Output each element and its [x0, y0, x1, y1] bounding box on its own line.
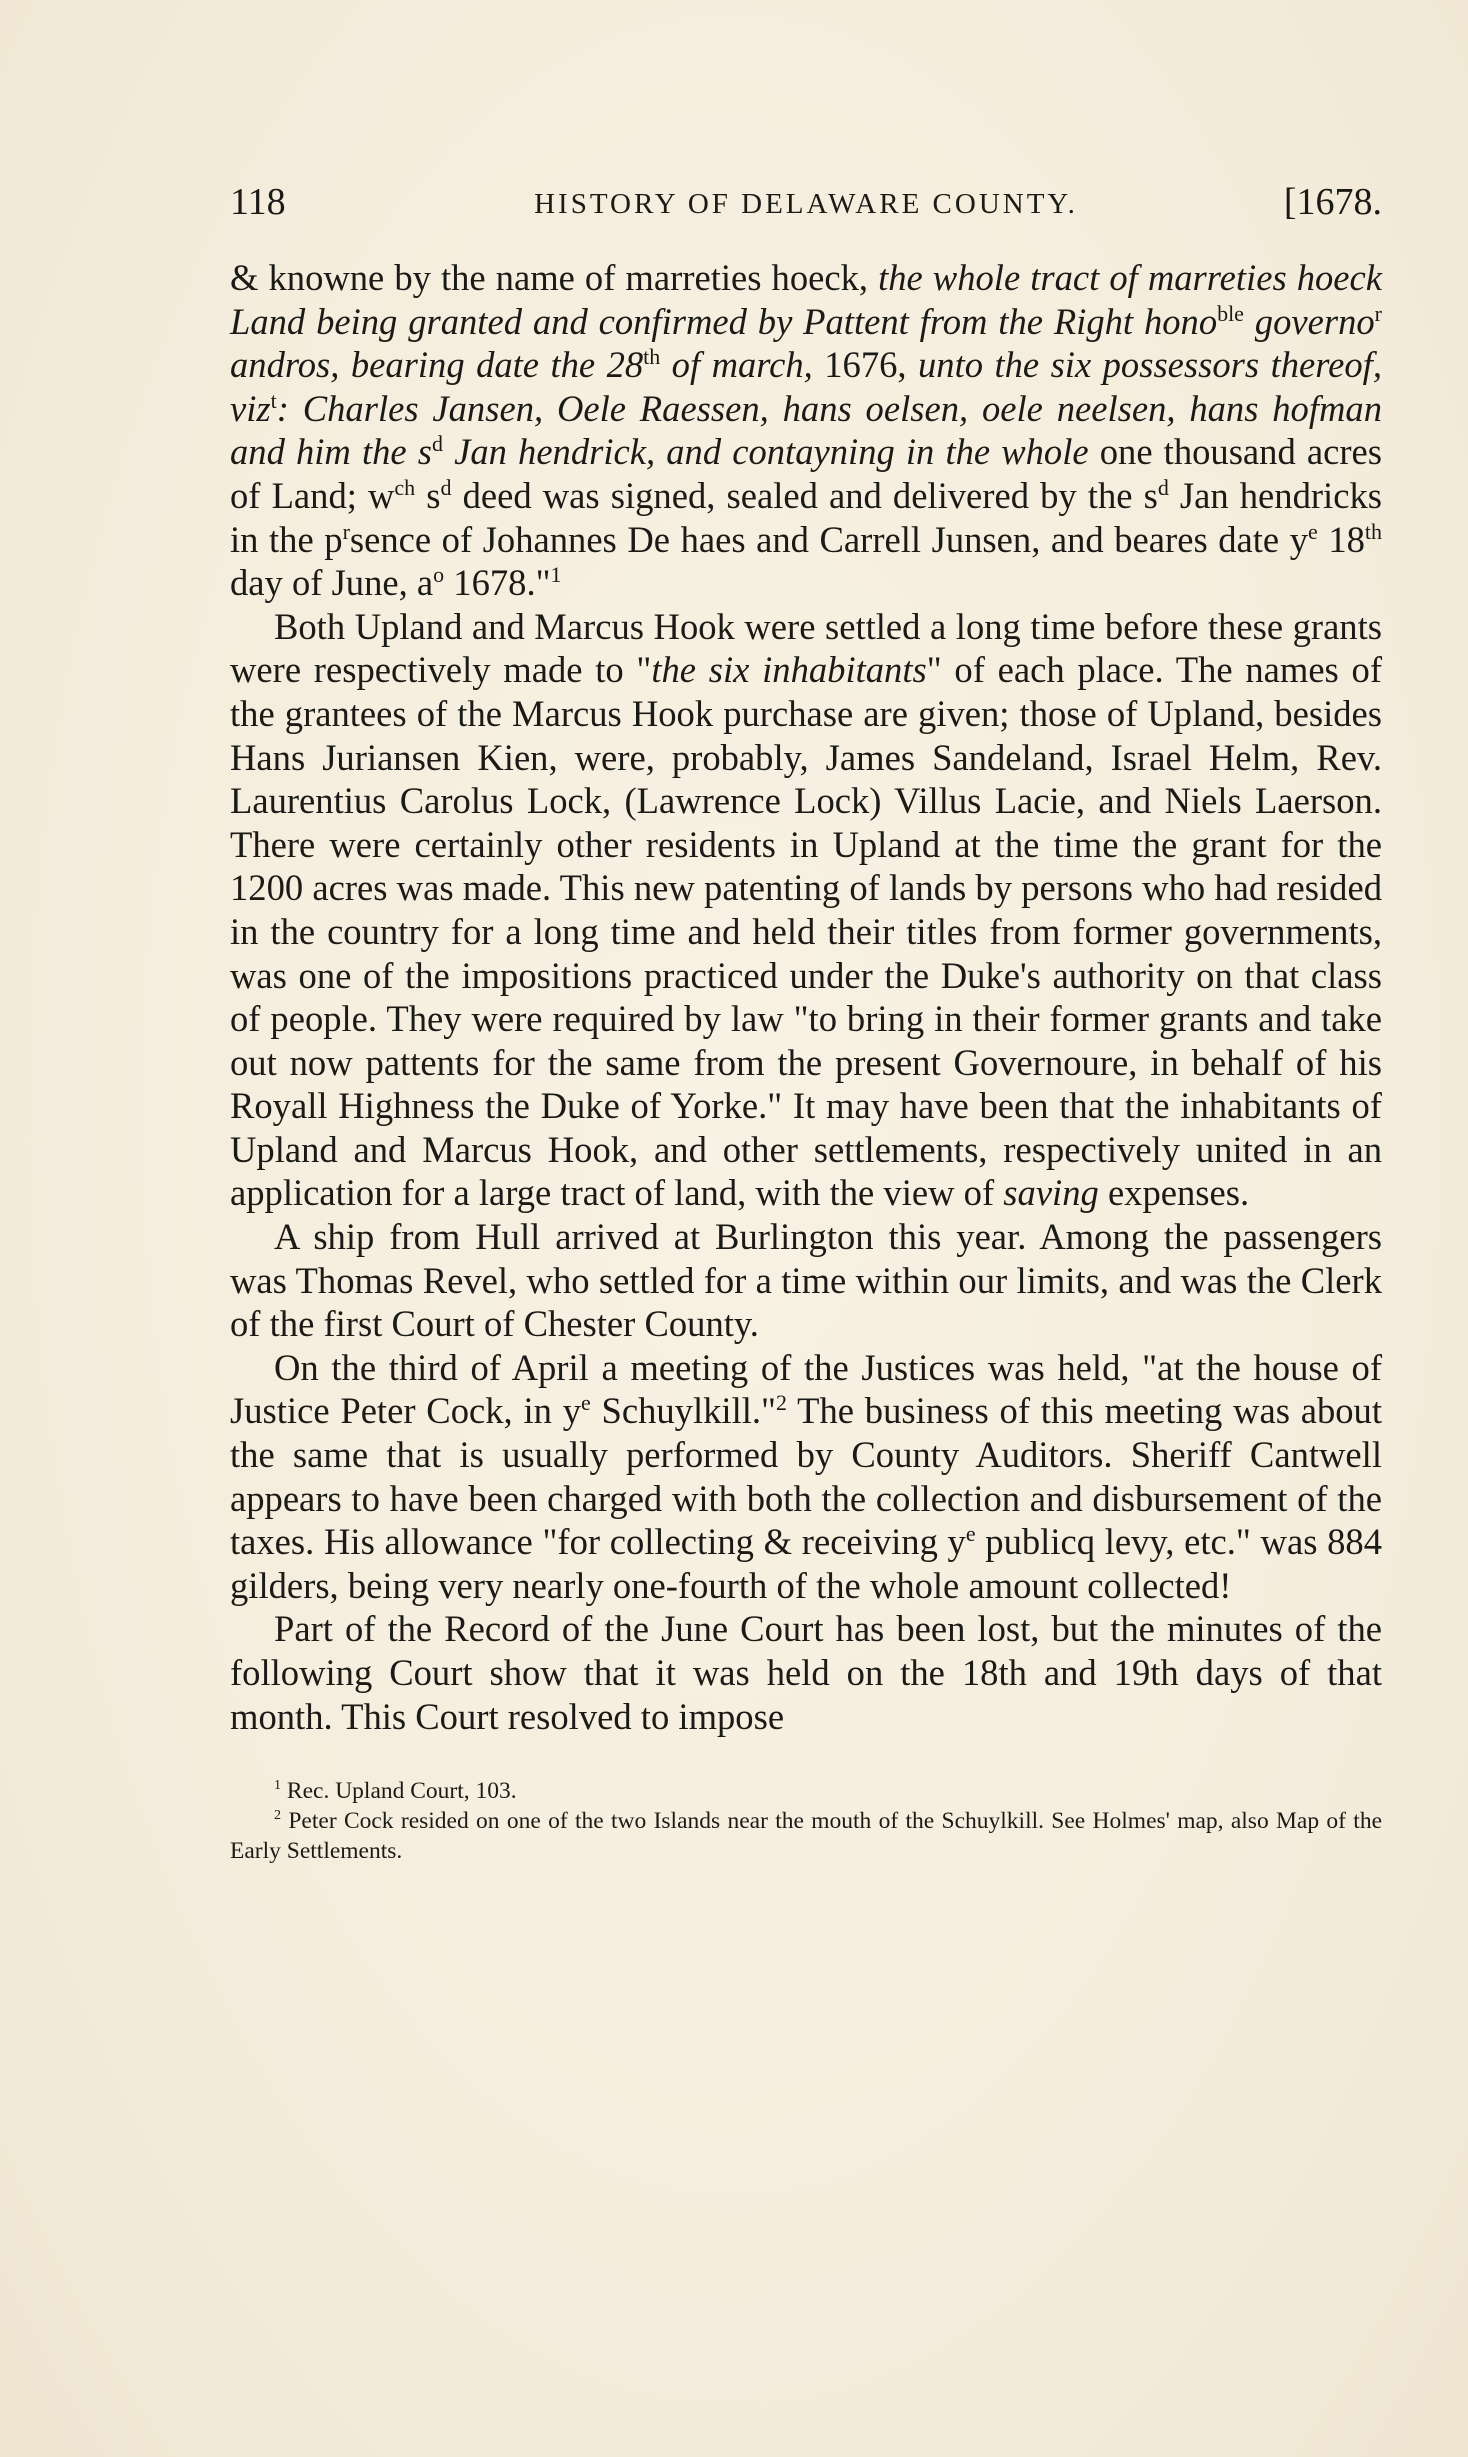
superscript: r: [1374, 300, 1382, 326]
running-title: HISTORY OF DELAWARE COUNTY.: [534, 188, 1078, 220]
text-run: " of each place. The names of the grantees of the Marcus Hook purchase are given; those of Upland, besides Hans Juriansen Kien, were, probably, James Sandeland, Israel Helm, Rev. Laurentius Carolus Lock, (Lawrence Lock) Villus Lacie, and Niels Laerson. There were certainly other residents in Upland at the time the grant for the 1200 acres was made. This new patenting of lands by persons who had resided in the country for a long time and held their titles from former governments, was one of the impositions practiced under the Duke's authority on that class of people. They were required by law "to bring in their former grants and take out now pattents for the same from the present Governoure, in behalf of his Royall Highness the Duke of Yorke." It may have been that the inhabitants of Upland and Marcus Hook, and other settlements, respectively united in an application for a large tract of land, with the view of: [230, 649, 1382, 1214]
footnote-mark: 1: [274, 1777, 282, 1794]
text-run: Jan hendricks in the p: [230, 474, 1382, 560]
italic-run: Jan hendrick, and contayning in the whole: [442, 431, 1089, 473]
text-run: 1676,: [824, 344, 918, 386]
text-run: deed was signed, sealed and delivered by the s: [451, 474, 1158, 516]
italic-run: : Charles Jansen, Oele Raessen, hans oelsen, oele neelsen, hans hofman and him the s: [230, 387, 1382, 473]
footnote-text: Peter Cock resided on one of the two Islands near the mouth of the Schuylkill. See Holmes' map, also Map of the Early Settlements.: [230, 1808, 1382, 1865]
page-header: [230, 180, 1382, 240]
footnote-text: Rec. Upland Court, 103.: [281, 1778, 517, 1805]
text-run: publicq levy, etc." was 884 gilders, being very nearly one-fourth of the whole amount collected!: [230, 1521, 1382, 1606]
text-run: Both Upland and Marcus Hook were settled a long time before these grants were respectively made to ": [230, 605, 1382, 691]
footnote-ref-2: 2: [776, 1390, 787, 1416]
superscript: th: [1364, 518, 1382, 544]
header-year: [1678.: [1283, 181, 1382, 223]
italic-run: the six inhabitants: [651, 649, 927, 691]
text-run: sence of Johannes De haes and Carrell Junsen, and beares date y: [349, 518, 1309, 560]
body-text: [230, 256, 1382, 1738]
superscript: t: [270, 387, 277, 413]
superscript: ch: [394, 474, 416, 500]
superscript: th: [643, 344, 661, 369]
superscript: d: [432, 431, 443, 457]
footnote-mark: 2: [274, 1807, 282, 1824]
italic-run: andros, bearing date the 28: [230, 344, 644, 386]
italic-run: the whole tract of marreties hoeck Land being granted and confirmed by Pattent from the Right hono: [230, 257, 1382, 342]
footnote-ref-1: 1: [550, 561, 562, 587]
italic-run: governo: [1243, 300, 1375, 342]
paragraph-2: [230, 605, 1382, 1215]
superscript: e: [580, 1390, 591, 1416]
text-run: expenses.: [1098, 1172, 1250, 1214]
italic-run: saving: [1003, 1172, 1099, 1214]
superscript: d: [1157, 474, 1169, 500]
text-run: one thousand acres of Land; w: [230, 431, 1382, 516]
paragraph-3: A ship from Hull arrived at Burlington this year. Among the passengers was Thomas Revel, who settled for a time within our limits, and was the Clerk of the first Court of Chester County.: [230, 1216, 1382, 1345]
paragraph-4: [230, 1346, 1382, 1608]
footnotes: [230, 1776, 1382, 1866]
italic-run: of march,: [660, 344, 825, 386]
footnote-1: [230, 1776, 1382, 1806]
paragraph-5: Part of the Record of the June Court has been lost, but the minutes of the following Court show that it was held on the 18th and 19th days of that month. This Court resolved to impose: [230, 1608, 1382, 1737]
text-run: & knowne by the name of marreties hoeck,: [230, 257, 879, 298]
paragraph-1: [230, 256, 1382, 605]
text-run: 1678.": [444, 562, 551, 604]
text-run: The business of this meeting was about the same that is usually performed by County Auditors. Sheriff Cantwell appears to have been charged with both the collection and disbursement of the taxes. His allowance "for collecting & receiving y: [230, 1390, 1383, 1563]
page-number: 118: [230, 181, 286, 223]
text-run: s: [415, 474, 441, 516]
superscript: e: [1308, 518, 1318, 544]
italic-run: unto the six possessors thereof, viz: [230, 344, 1382, 429]
footnote-2: [230, 1806, 1382, 1866]
text-run: 18: [1317, 518, 1365, 560]
superscript: d: [440, 474, 452, 500]
text-run: Schuylkill.": [590, 1390, 776, 1432]
text-run: On the third of April a meeting of the Justices was held, "at the house of Justice Peter Cock, in y: [230, 1346, 1382, 1432]
superscript: e: [965, 1521, 976, 1547]
superscript: o: [433, 561, 445, 587]
text-column: [230, 180, 1382, 1866]
superscript: r: [342, 518, 350, 544]
superscript: ble: [1217, 300, 1244, 326]
text-run: day of June, a: [230, 562, 434, 604]
